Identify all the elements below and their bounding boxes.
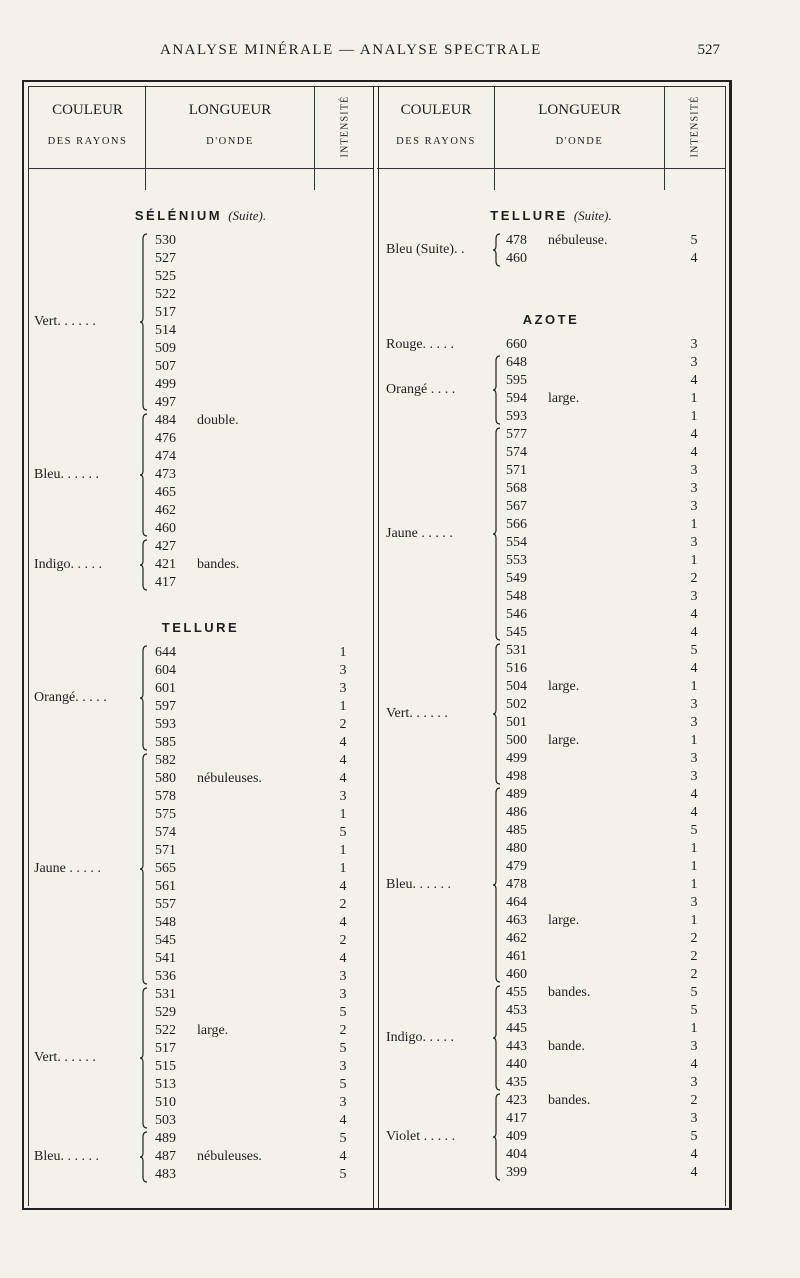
intensity-value: 1	[690, 733, 698, 748]
wavelength-value: 510	[155, 1095, 176, 1110]
wavelength-value: 503	[155, 1113, 176, 1128]
wavelength-value: 574	[506, 445, 527, 460]
wavelength-value: 399	[506, 1165, 527, 1180]
intensity-value: 3	[690, 463, 698, 478]
intensity-value: 4	[339, 951, 347, 966]
wavelength-value: 463	[506, 913, 527, 928]
wavelength-value: 409	[506, 1129, 527, 1144]
wavelength-value: 516	[506, 661, 527, 676]
wavelength-value: 548	[506, 589, 527, 604]
intensity-value: 2	[690, 967, 698, 982]
wavelength-value: 445	[506, 1021, 527, 1036]
wavelength-value: 478	[506, 233, 527, 248]
header-des-rayons-right: DES RAYONS	[396, 136, 476, 147]
group-brace	[140, 413, 148, 537]
wavelength-value: 525	[155, 269, 176, 284]
wavelength-value: 517	[155, 1041, 176, 1056]
wavelength-value: 568	[506, 481, 527, 496]
wavelength-value: 553	[506, 553, 527, 568]
intensity-value: 3	[690, 337, 698, 352]
intensity-value: 4	[339, 753, 347, 768]
group-brace	[140, 539, 148, 591]
wavelength-value: 465	[155, 485, 176, 500]
intensity-value: 3	[690, 1039, 698, 1054]
wavelength-value: 489	[155, 1131, 176, 1146]
wavelength-value: 509	[155, 341, 176, 356]
wavelength-value: 484	[155, 413, 176, 428]
intensity-value: 4	[339, 879, 347, 894]
line-note: large.	[548, 733, 580, 748]
intensity-value: 4	[339, 1113, 347, 1128]
intensity-value: 3	[690, 769, 698, 784]
wavelength-value: 604	[155, 663, 176, 678]
wavelength-value: 571	[506, 463, 527, 478]
frame-rule	[725, 86, 726, 1206]
intensity-value: 1	[690, 391, 698, 406]
intensity-value: 1	[339, 843, 347, 858]
header-donde-left: D'ONDE	[206, 136, 254, 147]
intensity-value: 3	[690, 1111, 698, 1126]
page-number: 527	[697, 42, 720, 58]
wavelength-value: 578	[155, 789, 176, 804]
intensity-value: 1	[690, 1021, 698, 1036]
group-label: Bleu. . . . . .	[386, 877, 451, 892]
wavelength-value: 499	[506, 751, 527, 766]
group-label: Bleu. . . . . .	[34, 467, 99, 482]
intensity-value: 3	[690, 895, 698, 910]
intensity-value: 4	[690, 427, 698, 442]
intensity-value: 4	[690, 787, 698, 802]
group-label: Jaune . . . . .	[34, 861, 101, 876]
center-divider	[373, 86, 379, 1210]
wavelength-value: 595	[506, 373, 527, 388]
line-note: bandes.	[548, 1093, 591, 1108]
header-couleur-right: COULEUR	[400, 102, 472, 118]
section-title: SÉLÉNIUM (Suite).	[134, 208, 267, 223]
intensity-value: 3	[690, 535, 698, 550]
wavelength-value: 443	[506, 1039, 527, 1054]
wavelength-value: 435	[506, 1075, 527, 1090]
wavelength-value: 593	[155, 717, 176, 732]
wavelength-value: 460	[155, 521, 176, 536]
wavelength-value: 440	[506, 1057, 527, 1072]
group-label: Indigo. . . . .	[34, 557, 103, 572]
header-couleur-left: COULEUR	[52, 102, 123, 118]
group-label: Vert. . . . . .	[386, 706, 448, 721]
wavelength-value: 404	[506, 1147, 527, 1162]
intensity-value: 4	[690, 1057, 698, 1072]
wavelength-value: 567	[506, 499, 527, 514]
intensity-value: 1	[339, 699, 347, 714]
wavelength-value: 565	[155, 861, 176, 876]
intensity-value: 3	[339, 663, 347, 678]
group-label: Orangé . . . .	[386, 382, 456, 397]
wavelength-value: 499	[155, 377, 176, 392]
wavelength-value: 461	[506, 949, 527, 964]
wavelength-value: 487	[155, 1149, 176, 1164]
group-label: Jaune . . . . .	[386, 526, 453, 541]
intensity-value: 3	[690, 715, 698, 730]
section-suite: (Suite).	[573, 208, 612, 223]
wavelength-value: 531	[506, 643, 527, 658]
wavelength-value: 485	[506, 823, 527, 838]
intensity-value: 5	[690, 643, 698, 658]
wavelength-value: 597	[155, 699, 176, 714]
group-label: Bleu. . . . . .	[34, 1149, 99, 1164]
intensity-value: 4	[339, 735, 347, 750]
wavelength-value: 489	[506, 787, 527, 802]
intensity-value: 1	[690, 859, 698, 874]
group-label: Indigo. . . . .	[386, 1030, 455, 1045]
wavelength-value: 460	[506, 251, 527, 266]
wavelength-value: 561	[155, 879, 176, 894]
wavelength-value: 464	[506, 895, 527, 910]
intensity-value: 4	[690, 661, 698, 676]
header-rule	[28, 168, 373, 169]
wavelength-value: 421	[155, 557, 176, 572]
intensity-value: 3	[339, 789, 347, 804]
intensity-value: 3	[339, 969, 347, 984]
line-note: nébuleuse.	[548, 233, 608, 248]
intensity-value: 4	[690, 445, 698, 460]
running-head	[0, 42, 800, 62]
wavelength-value: 517	[155, 305, 176, 320]
header-intensite-right: INTENSITÉ	[689, 95, 701, 158]
line-note: nébuleuses.	[197, 771, 262, 786]
group-label: Violet . . . . .	[386, 1129, 456, 1144]
group-label: Bleu (Suite). .	[386, 242, 465, 257]
wavelength-value: 462	[155, 503, 176, 518]
intensity-value: 1	[690, 553, 698, 568]
wavelength-value: 582	[155, 753, 176, 768]
section-title: TELLURE (Suite).	[490, 208, 612, 223]
header-des-rayons-left: DES RAYONS	[47, 136, 128, 147]
wavelength-value: 546	[506, 607, 527, 622]
wavelength-value: 500	[506, 733, 527, 748]
group-brace	[493, 355, 501, 425]
intensity-value: 1	[690, 841, 698, 856]
wavelength-value: 427	[155, 539, 176, 554]
wavelength-value: 462	[506, 931, 527, 946]
line-note: large.	[548, 391, 580, 406]
intensity-value: 1	[339, 861, 347, 876]
wavelength-value: 501	[506, 715, 527, 730]
wavelength-value: 585	[155, 735, 176, 750]
wavelength-value: 455	[506, 985, 527, 1000]
wavelength-value: 473	[155, 467, 176, 482]
intensity-value: 1	[339, 645, 347, 660]
group-brace	[493, 985, 501, 1091]
group-brace	[140, 645, 148, 751]
wavelength-value: 554	[506, 535, 527, 550]
group-brace	[493, 233, 501, 267]
intensity-value: 3	[339, 1095, 347, 1110]
wavelength-value: 507	[155, 359, 176, 374]
wavelength-value: 571	[155, 843, 176, 858]
wavelength-value: 522	[155, 1023, 176, 1038]
intensity-value: 3	[690, 751, 698, 766]
wavelength-value: 480	[506, 841, 527, 856]
intensity-value: 2	[339, 717, 347, 732]
section-title: AZOTE	[522, 312, 580, 327]
wavelength-value: 417	[506, 1111, 527, 1126]
intensity-value: 4	[690, 1165, 698, 1180]
wavelength-value: 575	[155, 807, 176, 822]
intensity-value: 4	[690, 805, 698, 820]
wavelength-value: 648	[506, 355, 527, 370]
intensity-value: 4	[690, 1147, 698, 1162]
group-label: Rouge. . . . .	[386, 337, 455, 352]
wavelength-value: 460	[506, 967, 527, 982]
wavelength-value: 417	[155, 575, 176, 590]
intensity-value: 3	[690, 481, 698, 496]
intensity-value: 2	[339, 1023, 347, 1038]
group-brace	[493, 1093, 501, 1181]
intensity-value: 5	[339, 1167, 347, 1182]
group-label: Orangé. . . . .	[34, 690, 107, 705]
intensity-value: 4	[690, 625, 698, 640]
intensity-value: 5	[690, 233, 698, 248]
wavelength-value: 531	[155, 987, 176, 1002]
line-note: double.	[197, 413, 239, 428]
intensity-value: 5	[690, 1129, 698, 1144]
column-rule	[314, 86, 315, 190]
wavelength-value: 479	[506, 859, 527, 874]
intensity-value: 1	[690, 913, 698, 928]
wavelength-value: 498	[506, 769, 527, 784]
wavelength-value: 483	[155, 1167, 176, 1182]
section-title: TELLURE	[161, 620, 240, 635]
intensity-value: 4	[339, 771, 347, 786]
line-note: bandes.	[197, 557, 240, 572]
group-brace	[493, 787, 501, 983]
intensity-value: 5	[690, 1003, 698, 1018]
intensity-value: 2	[339, 897, 347, 912]
group-brace	[493, 427, 501, 641]
intensity-value: 2	[690, 571, 698, 586]
wavelength-value: 545	[155, 933, 176, 948]
intensity-value: 5	[339, 1041, 347, 1056]
intensity-value: 1	[690, 877, 698, 892]
frame-rule	[28, 86, 29, 1206]
intensity-value: 2	[690, 1093, 698, 1108]
wavelength-value: 497	[155, 395, 176, 410]
intensity-value: 1	[339, 807, 347, 822]
header-donde-right: D'ONDE	[555, 136, 604, 147]
wavelength-value: 504	[506, 679, 527, 694]
wavelength-value: 660	[506, 337, 527, 352]
intensity-value: 1	[690, 409, 698, 424]
line-note: nébuleuses.	[197, 1149, 262, 1164]
wavelength-value: 577	[506, 427, 527, 442]
wavelength-value: 502	[506, 697, 527, 712]
group-label: Vert. . . . . .	[34, 314, 96, 329]
intensity-value: 3	[690, 589, 698, 604]
intensity-value: 1	[690, 517, 698, 532]
intensity-value: 1	[690, 679, 698, 694]
group-label: Vert. . . . . .	[34, 1050, 96, 1065]
intensity-value: 4	[690, 607, 698, 622]
wavelength-value: 644	[155, 645, 176, 660]
wavelength-value: 593	[506, 409, 527, 424]
header-intensite-left: INTENSITÉ	[339, 95, 351, 158]
intensity-value: 5	[339, 825, 347, 840]
wavelength-value: 529	[155, 1005, 176, 1020]
wavelength-value: 530	[155, 233, 176, 248]
intensity-value: 5	[339, 1005, 347, 1020]
group-brace	[140, 753, 148, 985]
header-longueur-right: LONGUEUR	[538, 102, 621, 118]
wavelength-value: 574	[155, 825, 176, 840]
intensity-value: 4	[690, 373, 698, 388]
intensity-value: 4	[690, 251, 698, 266]
wavelength-value: 522	[155, 287, 176, 302]
intensity-value: 2	[690, 949, 698, 964]
wavelength-value: 536	[155, 969, 176, 984]
line-note: large.	[197, 1023, 229, 1038]
running-title: ANALYSE MINÉRALE — ANALYSE SPECTRALE	[160, 42, 542, 58]
wavelength-value: 478	[506, 877, 527, 892]
header-rule	[377, 168, 725, 169]
line-note: large.	[548, 679, 580, 694]
intensity-value: 4	[339, 915, 347, 930]
intensity-value: 3	[339, 681, 347, 696]
wavelength-value: 566	[506, 517, 527, 532]
wavelength-value: 476	[155, 431, 176, 446]
wavelength-value: 548	[155, 915, 176, 930]
wavelength-value: 541	[155, 951, 176, 966]
wavelength-value: 545	[506, 625, 527, 640]
group-brace	[493, 643, 501, 785]
intensity-value: 5	[690, 985, 698, 1000]
column-rule	[664, 86, 665, 190]
header-longueur-left: LONGUEUR	[188, 102, 272, 118]
wavelength-value: 513	[155, 1077, 176, 1092]
wavelength-value: 549	[506, 571, 527, 586]
wavelength-value: 453	[506, 1003, 527, 1018]
line-note: large.	[548, 913, 580, 928]
line-note: bande.	[548, 1039, 585, 1054]
intensity-value: 4	[339, 1149, 347, 1164]
line-note: bandes.	[548, 985, 591, 1000]
wavelength-value: 527	[155, 251, 176, 266]
intensity-value: 5	[339, 1077, 347, 1092]
intensity-value: 3	[690, 1075, 698, 1090]
wavelength-value: 594	[506, 391, 527, 406]
wavelength-value: 580	[155, 771, 176, 786]
wavelength-value: 514	[155, 323, 176, 338]
intensity-value: 3	[690, 499, 698, 514]
section-suite: (Suite).	[228, 208, 267, 223]
intensity-value: 2	[339, 933, 347, 948]
wavelength-value: 601	[155, 681, 176, 696]
intensity-value: 5	[339, 1131, 347, 1146]
group-brace	[140, 1131, 148, 1183]
group-brace	[140, 987, 148, 1129]
intensity-value: 5	[690, 823, 698, 838]
wavelength-value: 515	[155, 1059, 176, 1074]
intensity-value: 2	[690, 931, 698, 946]
intensity-value: 3	[339, 987, 347, 1002]
wavelength-value: 423	[506, 1093, 527, 1108]
group-brace	[140, 233, 148, 411]
intensity-value: 3	[339, 1059, 347, 1074]
wavelength-value: 486	[506, 805, 527, 820]
wavelength-value: 474	[155, 449, 176, 464]
intensity-value: 3	[690, 355, 698, 370]
wavelength-value: 557	[155, 897, 176, 912]
intensity-value: 3	[690, 697, 698, 712]
